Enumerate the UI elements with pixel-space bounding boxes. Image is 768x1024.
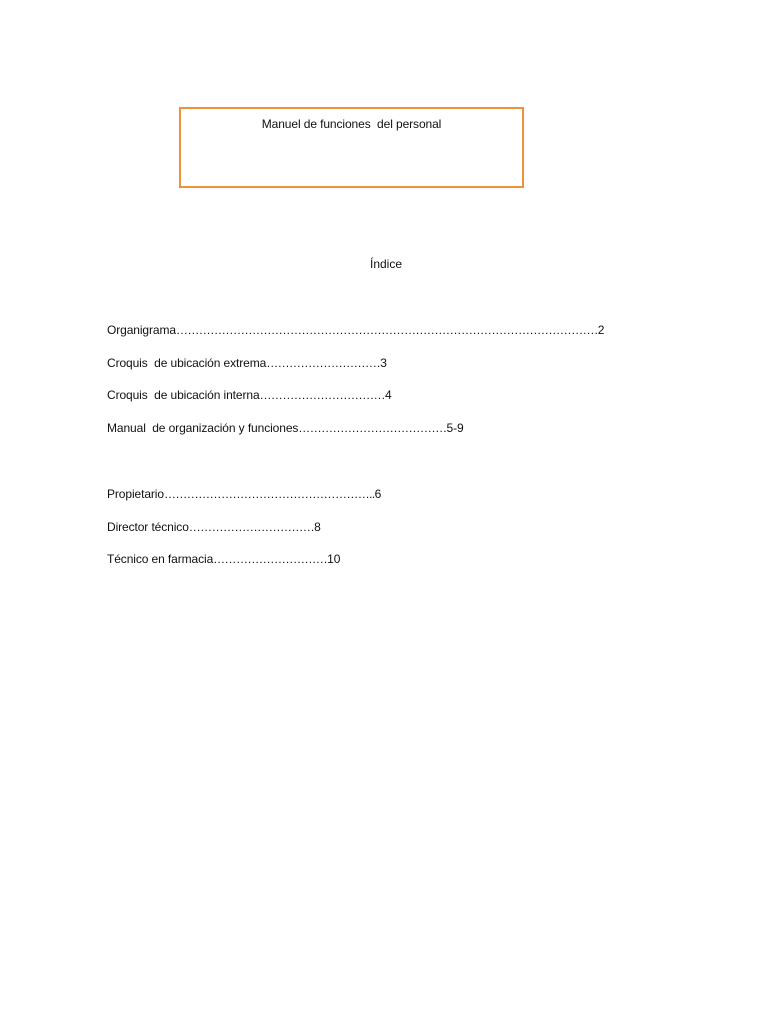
toc-entry-dots: ………………………… — [213, 552, 328, 566]
toc-entry-page: 6 — [374, 487, 382, 501]
document-title: Manuel de funciones del personal — [261, 117, 442, 131]
toc-entry-dots: …………………………… — [188, 520, 315, 534]
toc-entry-tecnico-farmacia — [107, 552, 340, 566]
toc-entry-dots: ………………………………………………………………………………………………… — [175, 323, 598, 337]
toc-entry-page: 5-9 — [446, 421, 464, 435]
toc-entry-director-tecnico — [107, 520, 321, 534]
toc-entry-label: Organigrama — [107, 323, 176, 337]
toc-entry-dots: ………………………… — [266, 356, 381, 370]
toc-entry-dots: ……………………………………………….. — [163, 487, 375, 501]
toc-entry-page: 4 — [384, 388, 392, 402]
toc-entry-croquis-interna — [107, 388, 392, 402]
toc-entry-label: Director técnico — [107, 520, 189, 534]
title-box — [179, 107, 524, 188]
index-heading: Índice — [369, 257, 403, 271]
toc-entry-label: Croquis de ubicación interna — [107, 388, 260, 402]
toc-entry-label: Manual de organización y funciones — [107, 421, 299, 435]
toc-entry-page: 2 — [597, 323, 605, 337]
toc-entry-label: Técnico en farmacia — [107, 552, 214, 566]
toc-entry-manual — [107, 421, 464, 435]
toc-entry-propietario — [107, 487, 381, 501]
toc-entry-page: 3 — [380, 356, 387, 370]
toc-entry-label: Croquis de ubicación extrema — [107, 356, 267, 370]
toc-entry-label: Propietario — [107, 487, 164, 501]
toc-entry-croquis-externa — [107, 356, 387, 370]
toc-entry-dots: ………………………………… — [298, 421, 447, 435]
toc-entry-page: 8 — [314, 520, 321, 534]
toc-entry-dots: …………………………… — [259, 388, 385, 402]
toc-entry-page: 10 — [327, 552, 341, 566]
toc-entry-organigrama — [107, 323, 604, 337]
